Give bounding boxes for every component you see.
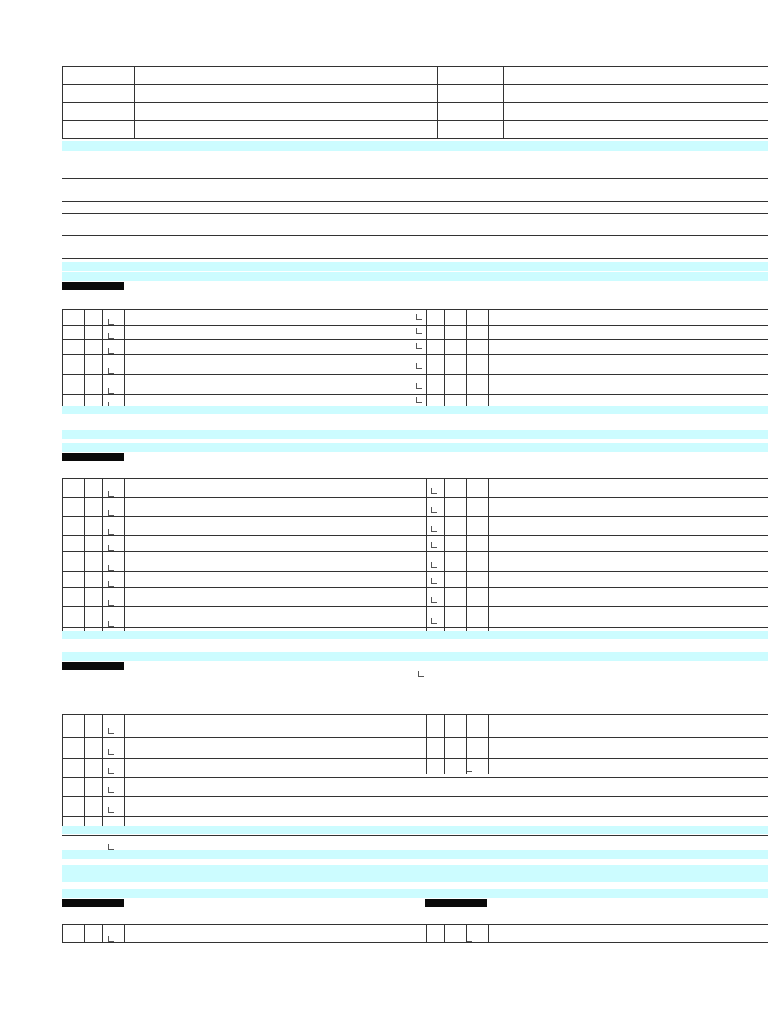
rule-line [62,924,768,925]
rule-line [62,178,768,179]
rule-line [62,258,768,259]
section-a-band [62,272,768,281]
checkbox-mark[interactable] [431,618,437,624]
rule-line [124,924,125,942]
rule-line [84,309,85,406]
hoisting-band [62,889,768,898]
observasi-band [62,406,768,414]
header-input-cell[interactable] [135,121,436,137]
instructions-title-band [62,141,768,151]
instruction-item [84,217,768,237]
rule-line [488,714,489,774]
rule-line [62,354,768,355]
rule-line [466,309,467,406]
rule-line [62,606,768,607]
ok-no-na-header [62,662,124,670]
checkbox-mark[interactable] [431,507,437,513]
rule-line [62,374,768,375]
section-c-band [62,850,768,859]
rule-line [62,478,63,631]
checkbox-mark[interactable] [108,787,114,793]
rule-line [62,516,768,517]
rule-line [62,325,768,326]
rule-line [466,924,467,942]
rule-line [84,478,85,631]
listrik-band [62,443,768,452]
rule-line [62,714,63,826]
rule-line [426,714,427,774]
rule-line [62,394,768,395]
rule-line [62,816,768,817]
rule-line [62,213,768,214]
checkbox-mark[interactable] [416,383,422,389]
rule-line [444,478,445,631]
rule-line [62,535,768,536]
instruction-item [84,181,768,203]
checkbox-mark[interactable] [431,597,437,603]
checkbox-mark[interactable] [108,749,114,755]
ok-no-na-header [62,899,124,907]
checkbox-mark[interactable] [416,314,422,320]
checkbox-mark[interactable] [431,526,437,532]
section-c-intro-band [62,865,768,882]
rule-line [488,478,489,631]
checkbox-mark[interactable] [416,363,422,369]
rule-line [444,924,445,942]
ok-no-na-header [62,282,124,290]
observasi-band [62,631,768,639]
rule-line [124,309,125,406]
instruction-item [84,154,768,180]
rule-line [444,309,445,406]
mekanikal-band [62,652,768,661]
rule-line [62,66,63,138]
header-input-cell[interactable] [504,121,767,137]
rule-line [62,942,768,943]
checkbox-mark[interactable] [431,578,437,584]
rule-line [62,551,768,552]
header-input-cell[interactable] [504,103,767,119]
rule-line [426,924,427,942]
checkbox-mark[interactable] [431,562,437,568]
instruction-item [84,238,768,260]
rule-line [62,714,768,715]
checkbox-mark[interactable] [108,807,114,813]
header-input-cell[interactable] [135,67,436,83]
rule-line [84,714,85,826]
rule-line [488,309,489,406]
header-input-cell[interactable] [504,85,767,101]
rule-line [102,924,103,942]
rule-line [426,478,427,631]
rule-line [102,478,103,631]
rule-line [62,758,768,759]
ok-no-na-header [62,453,124,461]
header-input-cell[interactable] [135,85,436,101]
rule-line [62,571,768,572]
rule-line [62,201,768,202]
rule-line [62,235,768,236]
rule-line [488,924,489,942]
observasi-band [62,826,768,834]
rule-line [62,777,768,778]
rule-line [84,924,85,942]
rule-line [62,924,63,942]
checkbox-mark[interactable] [416,397,422,403]
rule-line [102,309,103,406]
rule-line [437,66,438,138]
rule-line [62,339,768,340]
rule-line [466,478,467,631]
rule-line [62,835,768,836]
section-b-band [62,430,768,439]
rule-line [426,309,427,406]
rule-line [102,714,103,826]
checkbox-mark[interactable] [108,728,114,734]
checkbox-mark[interactable] [418,671,424,677]
rule-line [62,478,768,479]
checkbox-mark[interactable] [108,768,114,774]
rule-line [62,587,768,588]
rule-line [124,478,125,631]
k3-title-band [62,262,768,271]
rule-line [62,497,768,498]
header-input-cell[interactable] [135,103,436,119]
rule-line [62,309,63,406]
rule-line [62,309,768,310]
rule-line [62,627,768,628]
rule-line [62,737,768,738]
checkbox-mark[interactable] [416,343,422,349]
rule-line [124,714,125,826]
ok-no-na-header [425,899,487,907]
rule-line [62,796,768,797]
rule-line [444,714,445,774]
rule-line [466,714,467,774]
checkbox-mark[interactable] [431,488,437,494]
checkbox-mark[interactable] [416,328,422,334]
rule-line [62,138,768,139]
checkbox-mark[interactable] [431,542,437,548]
section-a-intro [144,281,768,297]
